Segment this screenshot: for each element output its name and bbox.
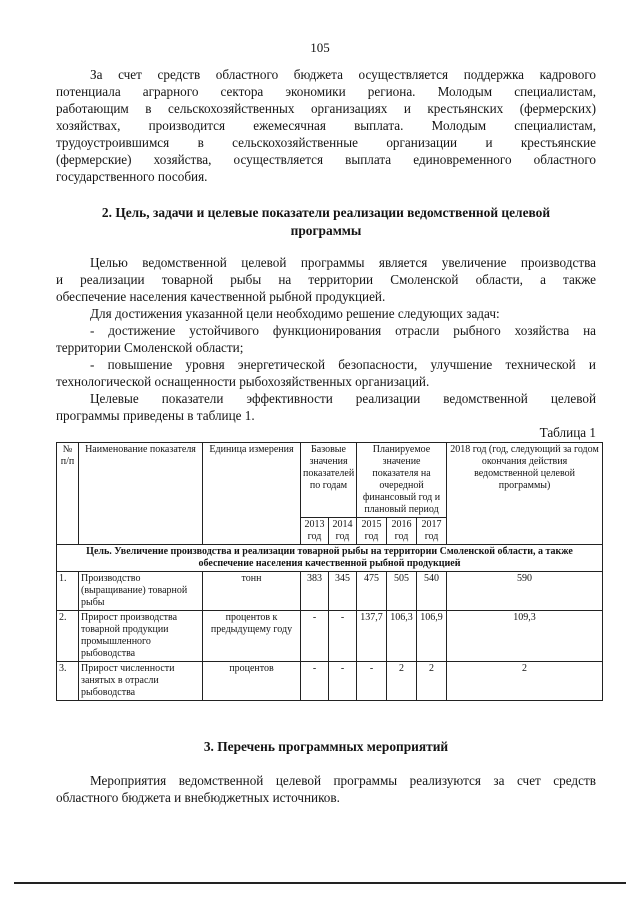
section-2-heading <box>56 204 596 240</box>
text-line: - достижение устойчивого функционирования отрасли рыбного хозяйства на <box>90 323 596 338</box>
page-bottom-rule <box>14 882 626 884</box>
text-line: Мероприятия ведомственной целевой программы реализуются за счет средств <box>90 773 596 788</box>
indicators-table <box>56 442 603 701</box>
text-line: обеспечение населения качественной рыбной продукцией. <box>56 289 386 304</box>
value-2016: 106,3 <box>387 611 417 662</box>
value-2016: 505 <box>387 572 417 611</box>
text-line: За счет средств областного бюджета осуществляется поддержка кадрового <box>90 67 596 82</box>
indicator-name: Прирост производства товарной продукции промышленного рыбоводства <box>79 611 203 662</box>
text-line: потенциала аграрного сектора экономики региона. Молодым специалистам, <box>56 84 596 99</box>
text-line: и реализации товарной рыбы на территории Смоленской области, а также <box>56 272 596 287</box>
value-2015: - <box>357 662 387 701</box>
year-header: 2014 год <box>329 518 357 545</box>
header-cell: № п/п <box>57 443 79 545</box>
value-2014: 345 <box>329 572 357 611</box>
value-2017: 540 <box>417 572 447 611</box>
year-header: 2015 год <box>357 518 387 545</box>
value-2015: 137,7 <box>357 611 387 662</box>
section-3-heading: 3. Перечень программных мероприятий <box>203 739 449 754</box>
header-cell: Базовые значения показателей по годам <box>301 443 357 518</box>
text-line: хозяйствах, производится ежемесячная выплата. Молодым специалистам, <box>56 118 596 133</box>
row-number: 1. <box>57 572 79 611</box>
text-line: Целью ведомственной целевой программы является увеличение производства <box>90 255 596 270</box>
indicator-unit: тонн <box>203 572 301 611</box>
text-line: государственного пособия. <box>56 169 208 184</box>
table-row <box>57 611 603 662</box>
value-2013: - <box>301 611 329 662</box>
section-2-text <box>56 254 596 424</box>
table-caption: Таблица 1 <box>539 425 596 440</box>
row-number: 3. <box>57 662 79 701</box>
text-line: работающим в сельскохозяйственных организациях и крестьянских (фермерских) <box>56 101 596 116</box>
table-goal-row <box>57 545 603 572</box>
indicator-unit: процентов <box>203 662 301 701</box>
indicator-unit: процентов к предыдущему году <box>203 611 301 662</box>
heading-line: 2. Цель, задачи и целевые показатели реализации ведомственной целевой <box>101 205 551 220</box>
text-line: технологической оснащенности рыбохозяйственных организаций. <box>56 374 430 389</box>
value-2015: 475 <box>357 572 387 611</box>
value-2018: 109,3 <box>447 611 603 662</box>
value-2016: 2 <box>387 662 417 701</box>
table-header-row <box>57 443 603 518</box>
year-header: 2017 год <box>417 518 447 545</box>
text-line: программы приведены в таблице 1. <box>56 408 255 423</box>
goal-cell: Цель. Увеличение производства и реализации товарной рыбы на территории Смоленской области, а также обеспечение населения качественной рыбной продукцией <box>57 545 603 572</box>
text-line: Для достижения указанной цели необходимо решение следующих задач: <box>90 306 500 321</box>
header-cell: 2018 год (год, следующий за годом окончания действия ведомственной целевой программы) <box>447 443 603 545</box>
text-line: территории Смоленской области; <box>56 340 244 355</box>
indicator-name: Прирост численности занятых в отрасли рыбоводства <box>79 662 203 701</box>
text-line: (фермерские) хозяйства, осуществляется выплата единовременного областного <box>56 152 596 167</box>
value-2017: 2 <box>417 662 447 701</box>
header-cell: Планируемое значение показателя на очередной финансовый год и плановый период <box>357 443 447 518</box>
table-row <box>57 572 603 611</box>
intro-paragraph <box>56 66 596 185</box>
text-line: - повышение уровня энергетической безопасности, улучшение технической и <box>90 357 596 372</box>
year-header: 2013 год <box>301 518 329 545</box>
value-2013: - <box>301 662 329 701</box>
text-line: областного бюджета и внебюджетных источников. <box>56 790 340 805</box>
heading-line: программы <box>290 223 362 238</box>
section-3-text <box>56 772 596 806</box>
page-number: 105 <box>310 40 330 55</box>
value-2014: - <box>329 662 357 701</box>
value-2017: 106,9 <box>417 611 447 662</box>
value-2014: - <box>329 611 357 662</box>
year-header: 2016 год <box>387 518 417 545</box>
text-line: трудоустроившимся в сельскохозяйственные организации и крестьянские <box>56 135 596 150</box>
value-2013: 383 <box>301 572 329 611</box>
value-2018: 2 <box>447 662 603 701</box>
indicator-name: Производство (выращивание) товарной рыбы <box>79 572 203 611</box>
value-2018: 590 <box>447 572 603 611</box>
row-number: 2. <box>57 611 79 662</box>
header-cell: Наименование показателя <box>79 443 203 545</box>
header-cell: Единица измерения <box>203 443 301 545</box>
text-line: Целевые показатели эффективности реализации ведомственной целевой <box>90 391 596 406</box>
table-row <box>57 662 603 701</box>
